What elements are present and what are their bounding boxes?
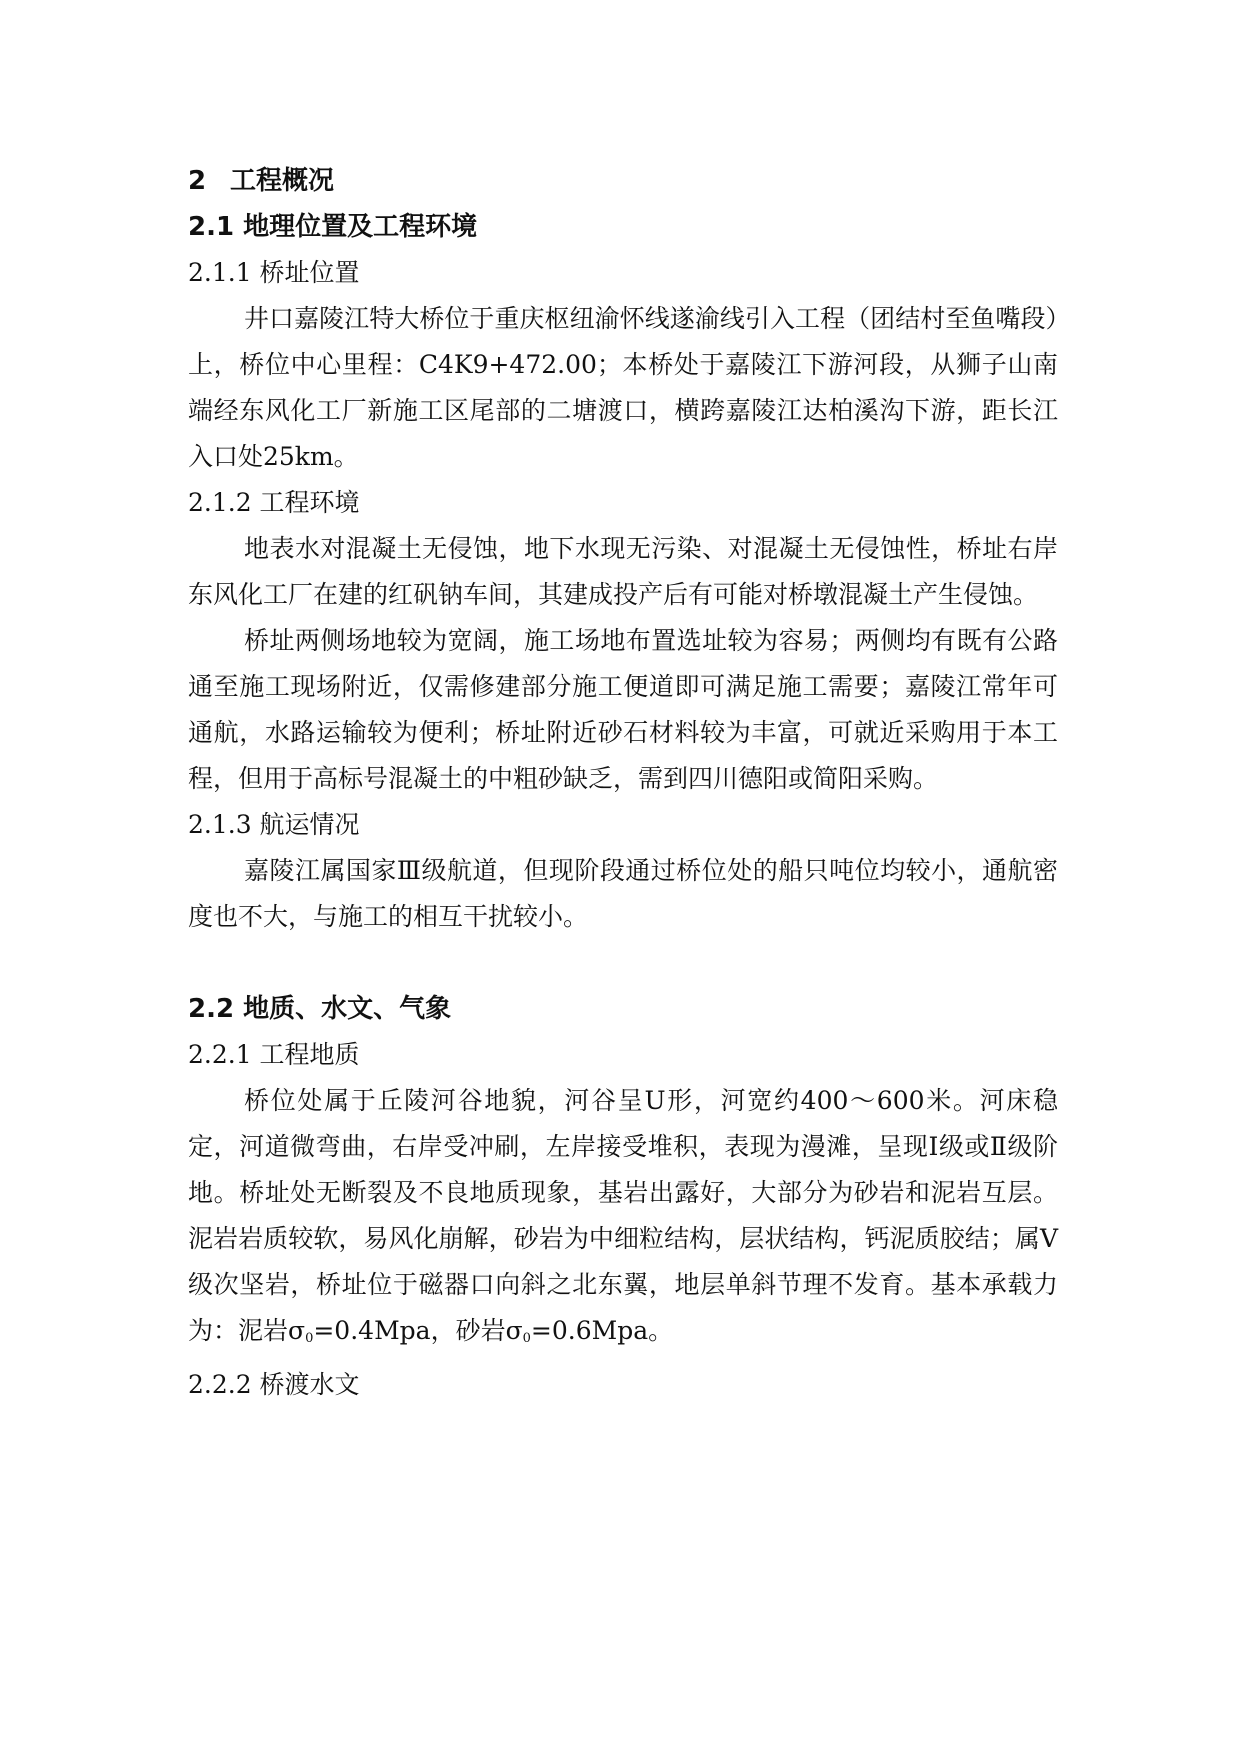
document-content bbox=[188, 158, 1058, 1408]
paragraph-environment-corrosion: 地表水对混凝土无侵蚀，地下水现无污染、对混凝土无侵蚀性，桥址右岸东风化工厂在建的红矾钠车间，其建成投产后有可能对桥墩混凝土产生侵蚀。 bbox=[188, 534, 1058, 609]
subsection-heading-2-2-2: 2.2.2 桥渡水文 bbox=[188, 1370, 360, 1399]
subscript-zero: 0 bbox=[522, 1331, 531, 1346]
paragraph-environment-site: 桥址两侧场地较为宽阔，施工场地布置选址较为容易；两侧均有既有公路通至施工现场附近，仅需修建部分施工便道即可满足施工需要；嘉陵江常年可通航，水路运输较为便利；桥址附近砂石材料较为丰富，可就近采购用于本工程，但用于高标号混凝土的中粗砂缺乏，需到四川德阳或简阳采购。 bbox=[188, 626, 1058, 793]
geology-text-main: 桥位处属于丘陵河谷地貌，河谷呈U形，河宽约400～600米。河床稳定，河道微弯曲，右岸受冲刷，左岸接受堆积，表现为漫滩，呈现Ⅰ级或Ⅱ级阶地。桥址处无断裂及不良地质现象，基岩出露好，大部分为砂岩和泥岩互层。泥岩岩质较软，易风化崩解，砂岩为中细粒结构，层状结构，钙泥质胶结；属Ⅴ级次坚岩，桥址位于磁器口向斜之北东翼，地层单斜节理不发育。基本承载力为：泥岩σ bbox=[188, 1086, 1058, 1345]
section-spacer bbox=[188, 940, 1058, 986]
subsection-heading-2-1-3: 2.1.3 航运情况 bbox=[188, 810, 360, 839]
subsection-heading-2-2-1: 2.2.1 工程地质 bbox=[188, 1040, 360, 1069]
section-heading-2-1: 2.1 地理位置及工程环境 bbox=[188, 212, 478, 242]
paragraph-navigation: 嘉陵江属国家Ⅲ级航道，但现阶段通过桥位处的船只吨位均较小，通航密度也不大，与施工的相互干扰较小。 bbox=[188, 856, 1058, 931]
section-heading-2-2: 2.2 地质、水文、气象 bbox=[188, 994, 452, 1024]
paragraph-bridge-location: 井口嘉陵江特大桥位于重庆枢纽渝怀线遂渝线引入工程（团结村至鱼嘴段）上，桥位中心里程：C4K9+472.00；本桥处于嘉陵江下游河段，从狮子山南端经东风化工厂新施工区尾部的二塘渡口，横跨嘉陵江达柏溪沟下游，距长江入口处25km。 bbox=[188, 304, 1058, 471]
subsection-heading-2-1-2: 2.1.2 工程环境 bbox=[188, 488, 360, 517]
geology-text-end: =0.6Mpa。 bbox=[530, 1316, 674, 1345]
chapter-heading bbox=[188, 158, 1058, 204]
subscript-zero: 0 bbox=[305, 1331, 314, 1346]
chapter-title: 工程概况 bbox=[230, 166, 335, 196]
chapter-number: 2 bbox=[188, 166, 207, 196]
subsection-heading-2-1-1: 2.1.1 桥址位置 bbox=[188, 258, 360, 287]
paragraph-geology bbox=[188, 1078, 1058, 1362]
geology-text-mid: =0.4Mpa，砂岩σ bbox=[313, 1316, 523, 1345]
